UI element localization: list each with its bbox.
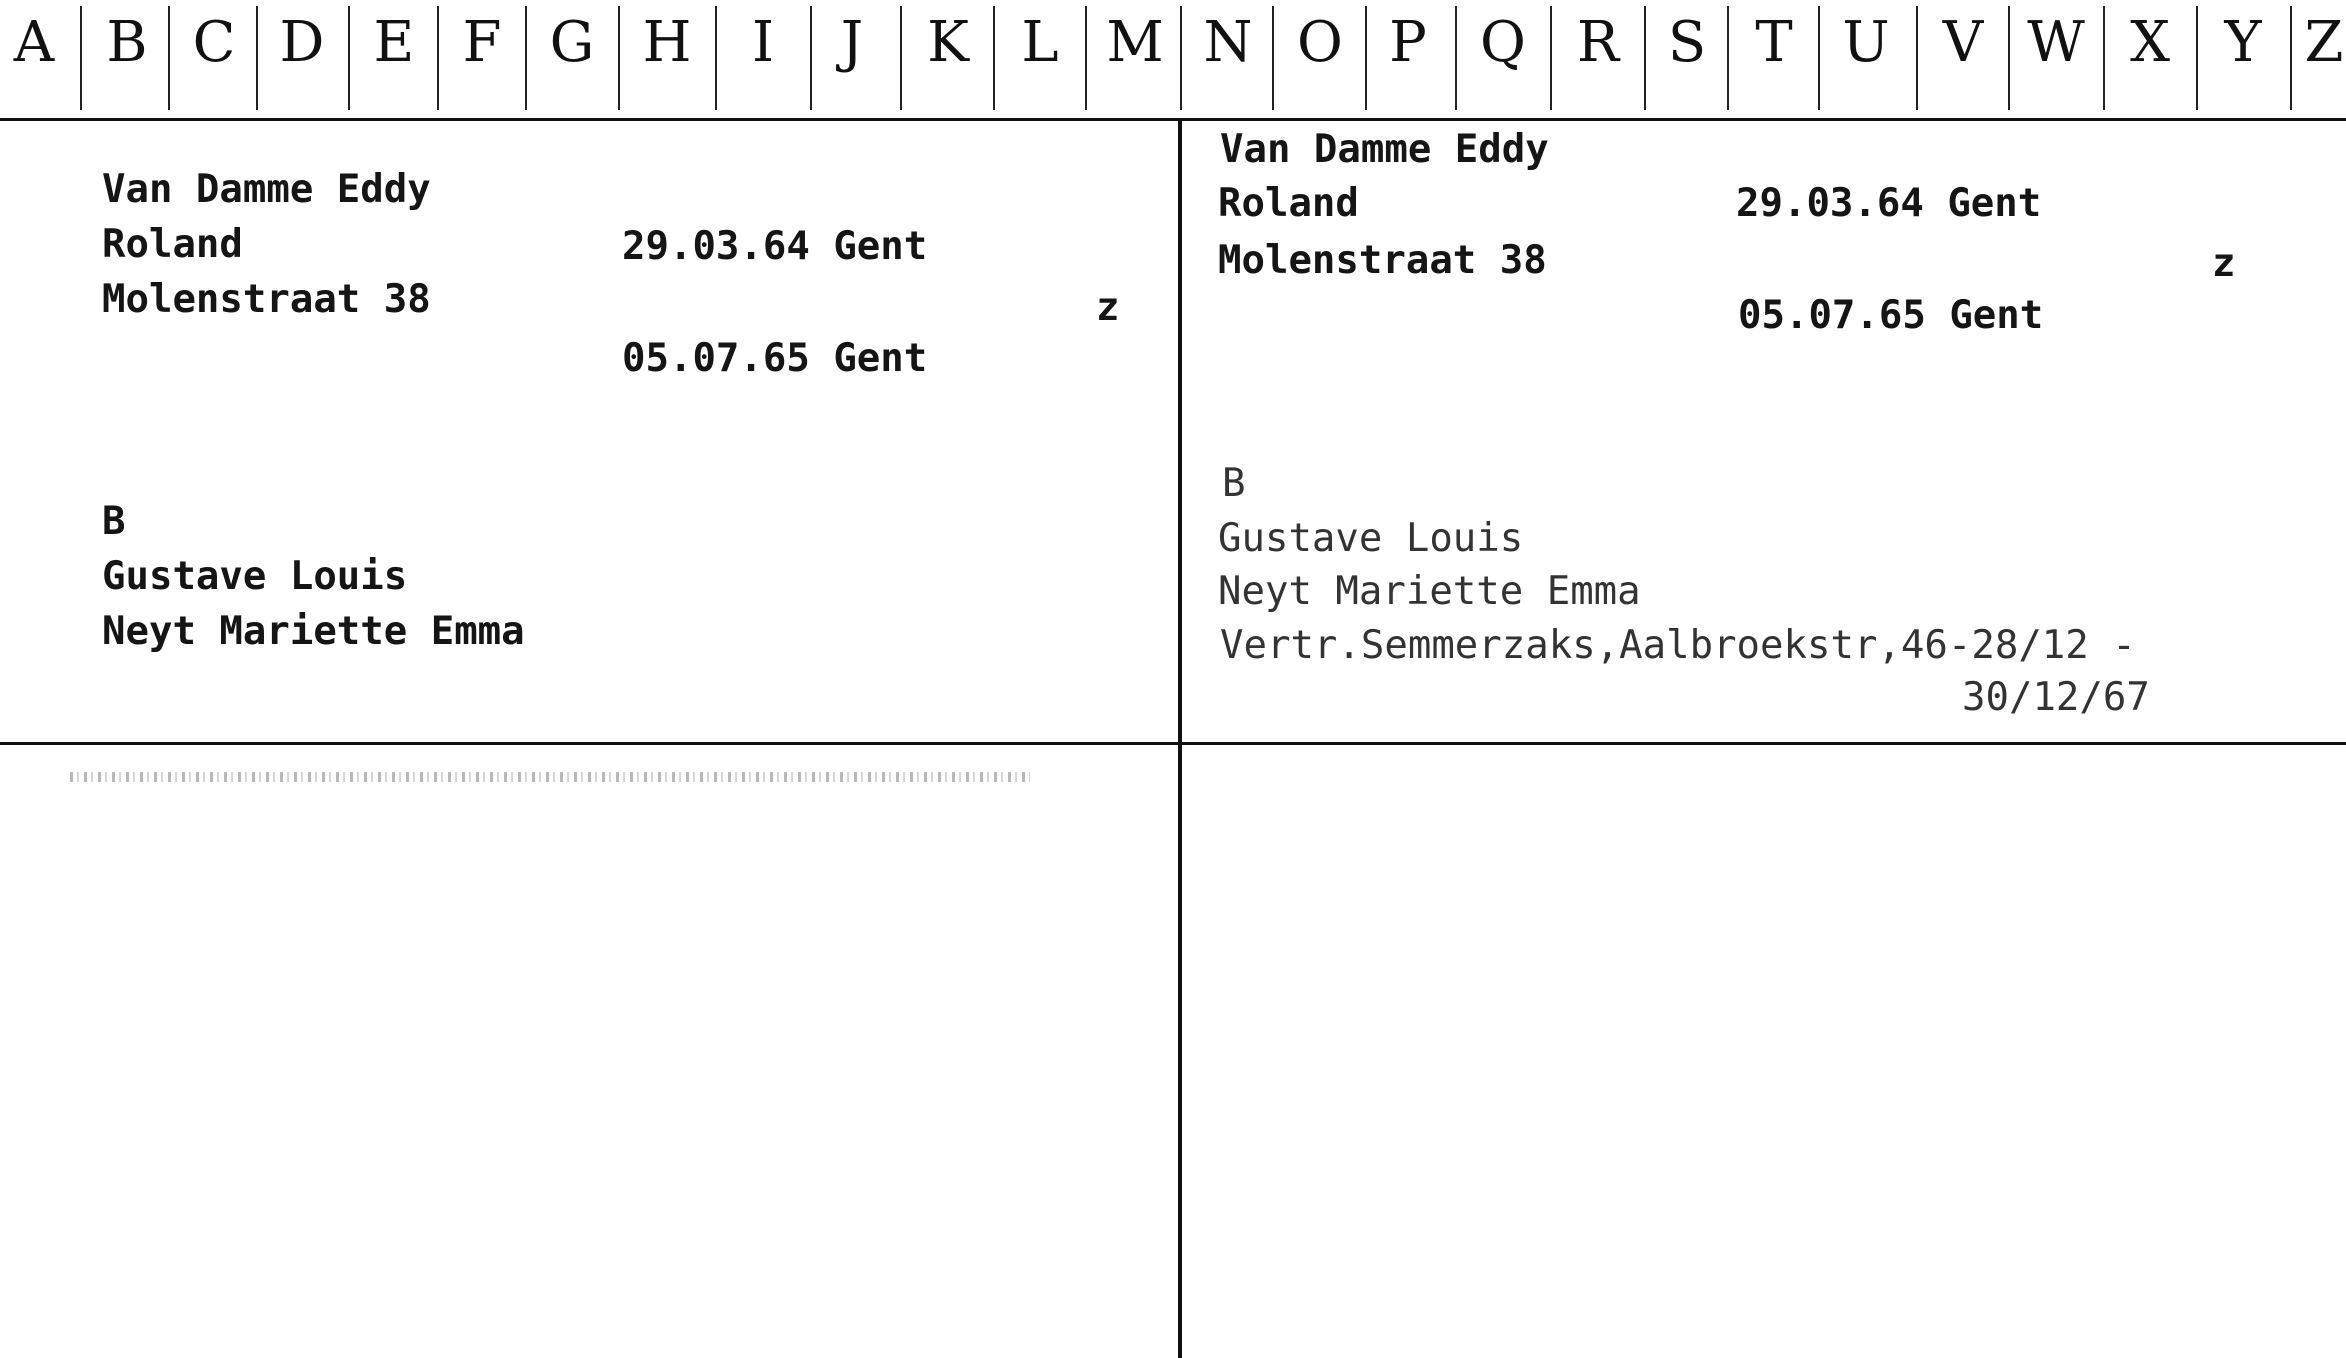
card-left-mark: z: [1096, 285, 1120, 330]
card-left-street: Molenstraat 38: [102, 277, 431, 322]
index-tick: [1550, 6, 1552, 110]
index-strip-bottom-rule: [0, 118, 2346, 121]
index-tick: [1272, 6, 1274, 110]
index-tick: [993, 6, 995, 110]
smudged-print-strip: [70, 772, 1030, 782]
index-letter-v[interactable]: V: [1942, 10, 1984, 75]
index-tick: [168, 6, 170, 110]
index-tick: [2196, 6, 2198, 110]
card-left-second-date-place: 05.07.65 Gent: [622, 336, 928, 381]
index-letter-i[interactable]: I: [751, 10, 775, 75]
card-right-father: Gustave Louis: [1218, 516, 1524, 561]
index-tick: [1818, 6, 1820, 110]
card-left-first-name: Roland: [102, 222, 243, 267]
index-tick: [618, 6, 620, 110]
card-left-letter-code: B: [102, 499, 126, 544]
index-letter-x[interactable]: X: [2130, 10, 2170, 75]
index-letter-n[interactable]: N: [1203, 10, 1253, 75]
index-letter-r[interactable]: R: [1576, 10, 1620, 75]
index-letter-q[interactable]: Q: [1480, 10, 1526, 75]
index-tick: [1085, 6, 1087, 110]
index-tick: [256, 6, 258, 110]
card-right-letter-code: B: [1222, 461, 1246, 506]
index-letter-e[interactable]: E: [373, 10, 415, 75]
index-letter-o[interactable]: O: [1297, 10, 1343, 75]
card-right-first-name: Roland: [1218, 181, 1359, 226]
index-tick: [1180, 6, 1182, 110]
card-left-father: Gustave Louis: [102, 554, 408, 599]
index-tick: [1365, 6, 1367, 110]
index-letter-u[interactable]: U: [1842, 10, 1890, 75]
right-card-bottom-rule: [1182, 742, 2346, 745]
index-tick: [2008, 6, 2010, 110]
index-tick: [1455, 6, 1457, 110]
index-tick: [80, 6, 82, 110]
card-right-note-line-2: 30/12/67: [1962, 675, 2150, 720]
card-left-mother: Neyt Mariette Emma: [102, 609, 525, 654]
index-letter-w[interactable]: W: [2027, 10, 2085, 75]
index-letter-k[interactable]: K: [927, 10, 969, 75]
index-tick: [348, 6, 350, 110]
index-letter-j[interactable]: J: [840, 10, 864, 75]
index-letter-t[interactable]: T: [1755, 10, 1793, 75]
index-letter-y[interactable]: Y: [2224, 10, 2262, 75]
index-letter-b[interactable]: B: [106, 10, 148, 75]
left-card-bottom-rule: [0, 742, 1178, 745]
alphabet-index-strip: [0, 0, 2346, 120]
index-tick: [525, 6, 527, 110]
index-tick: [1644, 6, 1646, 110]
index-tick: [715, 6, 717, 110]
index-letter-d[interactable]: D: [279, 10, 325, 75]
index-letter-f[interactable]: F: [462, 10, 502, 75]
index-tick: [1916, 6, 1918, 110]
index-letter-z[interactable]: Z: [2304, 10, 2344, 75]
index-tick: [810, 6, 812, 110]
index-tick: [2103, 6, 2105, 110]
card-right-mark: z: [2212, 241, 2236, 286]
index-tick: [437, 6, 439, 110]
card-left-surname: Van Damme Eddy: [102, 167, 431, 212]
card-right-street: Molenstraat 38: [1218, 238, 1547, 283]
index-tick: [900, 6, 902, 110]
card-right-surname: Van Damme Eddy: [1220, 127, 1549, 172]
card-right-mother: Neyt Mariette Emma: [1218, 569, 1641, 614]
index-letter-a[interactable]: A: [13, 10, 55, 75]
index-letter-m[interactable]: M: [1106, 10, 1164, 75]
index-letter-g[interactable]: G: [549, 10, 595, 75]
index-tick: [1727, 6, 1729, 110]
index-letter-l[interactable]: L: [1021, 10, 1059, 75]
card-right-second-date-place: 05.07.65 Gent: [1738, 293, 2044, 338]
card-right-note-line-1: Vertr.Semmerzaks,Aalbroekstr,46-28/12 -: [1220, 623, 2136, 668]
index-letter-s[interactable]: S: [1667, 10, 1707, 75]
vertical-card-divider: [1178, 121, 1182, 1358]
index-letter-h[interactable]: H: [642, 10, 692, 75]
index-tick: [2290, 6, 2292, 110]
index-letter-c[interactable]: C: [192, 10, 236, 75]
index-letter-p[interactable]: P: [1389, 10, 1427, 75]
card-left-birth-date-place: 29.03.64 Gent: [622, 224, 928, 269]
card-right-birth-date-place: 29.03.64 Gent: [1736, 181, 2042, 226]
